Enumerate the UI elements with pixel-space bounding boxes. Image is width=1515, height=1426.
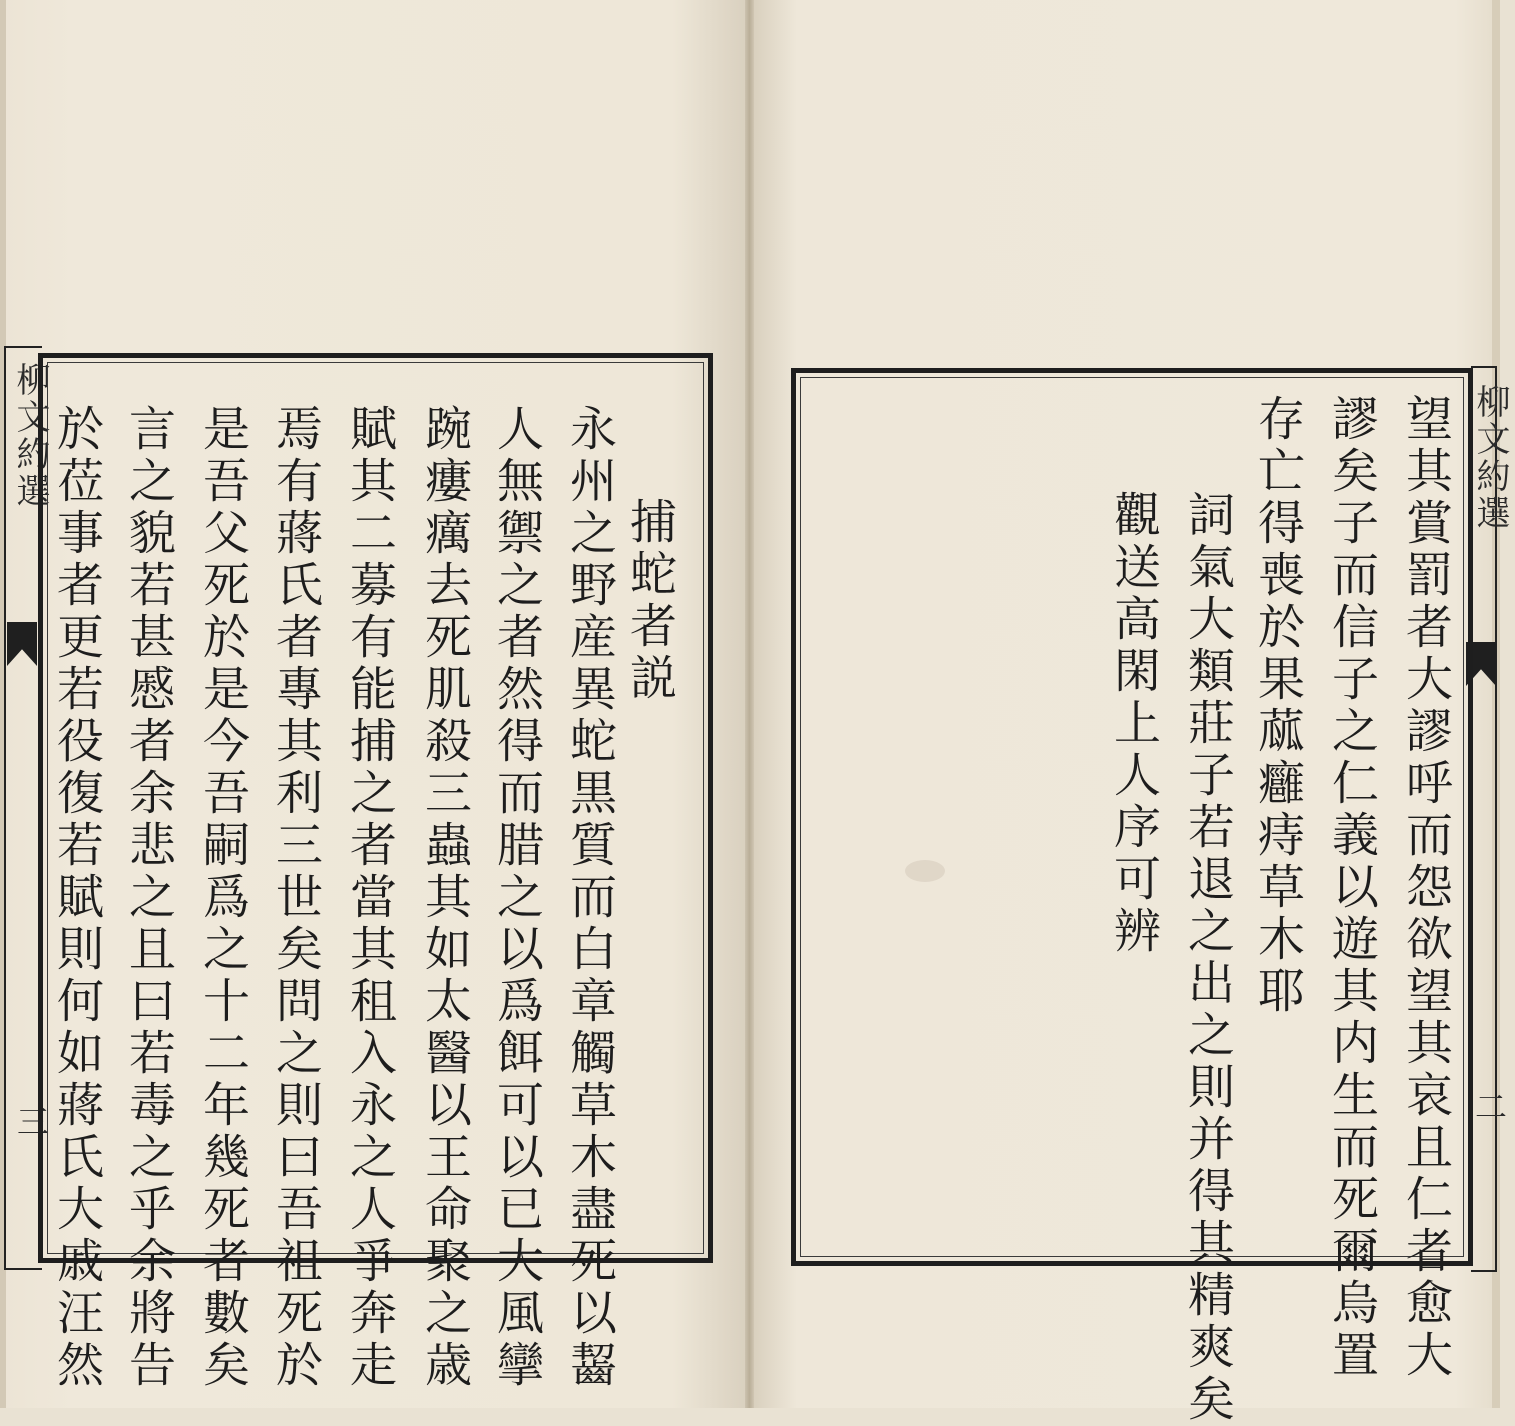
left-column-7: 言之貌若甚慼者余悲之且曰若毒之乎余將告 (121, 404, 176, 1392)
left-column-4: 賦其二募有能捕之者當其租入永之人爭奔走 (342, 404, 397, 1392)
paper-stain (905, 860, 945, 882)
left-column-2: 人無禦之者然得而腊之以爲餌可以已大風攣 (489, 404, 544, 1392)
right-column-4: 詞氣大類莊子若退之出之則并得其精爽矣 (1180, 490, 1235, 1426)
left-column-6: 是吾父死於是今吾嗣爲之十二年幾死者數矣 (195, 404, 250, 1392)
right-folio-number: 二 (1470, 1090, 1508, 1122)
left-column-1: 永州之野産異蛇黒質而白章觸草木盡死以齧 (562, 404, 617, 1392)
left-side-title: 柳文約選 (10, 362, 50, 510)
left-column-8: 於莅事者更若役復若賦則何如蔣氏大戚汪然 (49, 404, 104, 1392)
right-column-3: 存亡得喪於果蓏癰痔草木耶 (1250, 394, 1305, 1018)
left-column-3: 踠瘻癘去死肌殺三蟲其如太醫以王命聚之歳 (417, 404, 472, 1392)
right-column-1: 望其賞罰者大謬呼而怨欲望其哀且仁者愈大 (1398, 394, 1453, 1382)
right-side-title: 柳文約選 (1470, 384, 1510, 532)
left-column-5: 焉有蔣氏者專其利三世矣問之則曰吾祖死於 (268, 404, 323, 1392)
book-gutter (745, 0, 754, 1408)
right-column-2: 謬矣子而信子之仁義以遊其内生而死爾烏置 (1324, 394, 1379, 1382)
left-column-title: 捕蛇者説 (622, 497, 677, 705)
right-column-5: 觀送高閑上人序可辨 (1106, 490, 1161, 958)
left-folio-number: 三 (12, 1105, 50, 1137)
